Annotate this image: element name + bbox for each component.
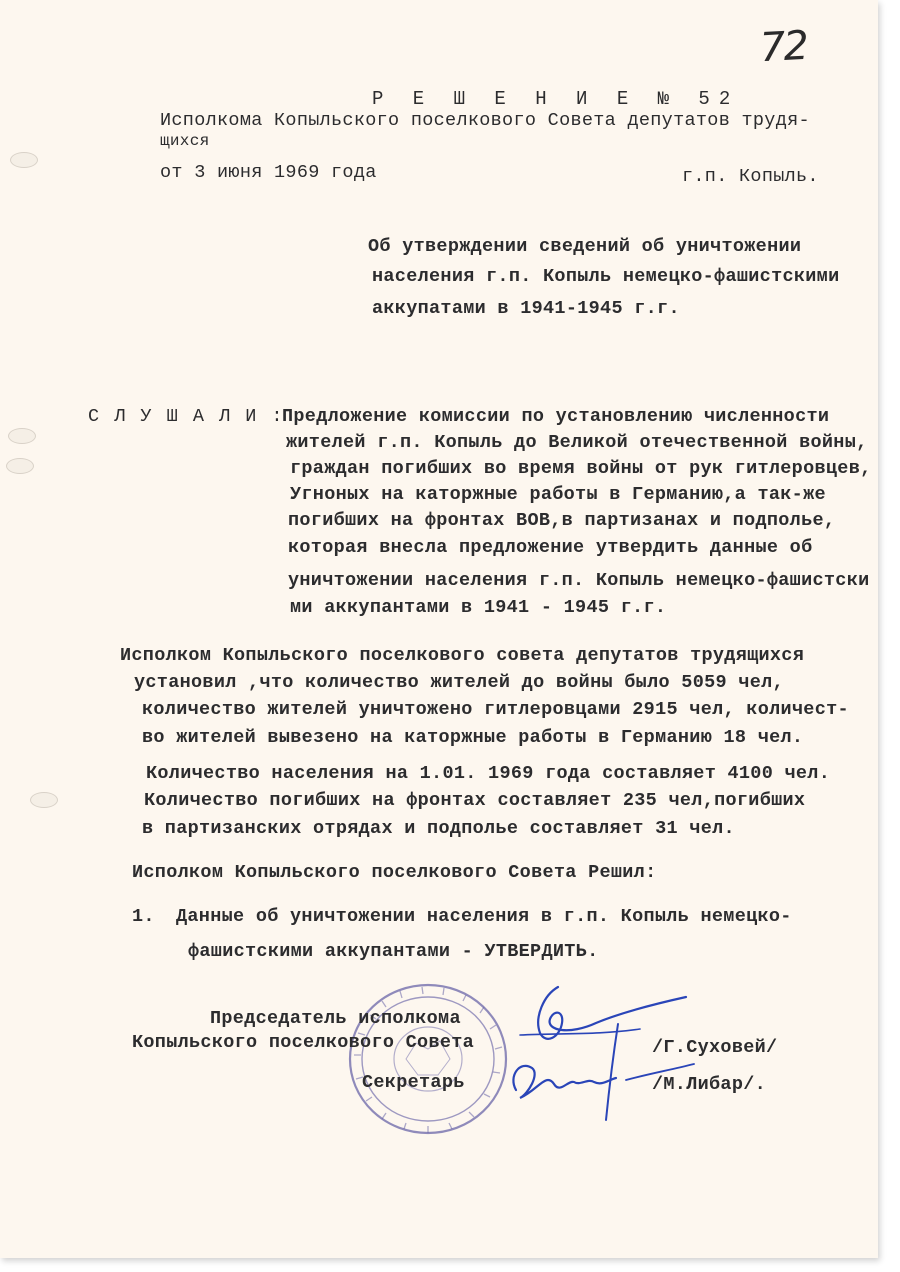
findings-line-1: Исполком Копыльского поселкового совета депутатов трудящихся bbox=[120, 645, 805, 666]
findings-line-2: установил ,что количество жителей до войны было 5059 чел, bbox=[134, 672, 784, 693]
punch-hole-bottom bbox=[30, 792, 58, 808]
heard-line-8: ми аккупантами в 1941 - 1945 г.г. bbox=[290, 597, 667, 618]
heard-line-4: Угноных на каторжные работы в Германию,а так-же bbox=[290, 484, 826, 505]
organization-line-1: Исполкома Копыльского поселкового Совета депутатов трудя- bbox=[160, 110, 810, 131]
findings-line-4: во жителей вывезено на каторжные работы в Германию 18 чел. bbox=[142, 727, 804, 748]
subject-line-1: Об утверждении сведений об уничтожении bbox=[368, 236, 802, 257]
heard-line-3: граждан погибших во время войны от рук гитлеровцев, bbox=[290, 458, 872, 479]
decision-intro: Исполком Копыльского поселкового Совета Решил: bbox=[132, 862, 657, 883]
subject-line-2: населения г.п. Копыль немецко-фашистскими bbox=[372, 266, 840, 287]
document-place: г.п. Копыль. bbox=[682, 166, 819, 187]
findings-line-6: Количество погибших на фронтах составляет 235 чел,погибших bbox=[144, 790, 806, 811]
punch-hole-lower bbox=[6, 458, 34, 474]
chairman-name: /Г.Суховей/ bbox=[652, 1037, 778, 1058]
chairman-title-line-2: Копыльского поселкового Совета bbox=[132, 1032, 475, 1053]
secretary-title: Секретарь bbox=[362, 1072, 465, 1093]
decision-item-line-1: Данные об уничтожении населения в г.п. Копыль немецко- bbox=[176, 906, 792, 927]
heard-label: С Л У Ш А Л И : bbox=[88, 406, 285, 427]
heard-line-1: Предложение комиссии по установлению численности bbox=[282, 406, 830, 427]
secretary-name: /М.Либар/. bbox=[652, 1074, 767, 1095]
findings-line-3: количество жителей уничтожено гитлеровцами 2915 чел, количест- bbox=[142, 699, 849, 720]
punch-hole-top bbox=[10, 152, 38, 168]
heard-line-5: погибших на фронтах ВОВ,в партизанах и подполье, bbox=[288, 510, 836, 531]
organization-line-2: щихся bbox=[160, 132, 210, 150]
round-official-seal bbox=[340, 975, 520, 1145]
heard-line-2: жителей г.п. Копыль до Великой отечественной войны, bbox=[286, 432, 868, 453]
page-number: 72 bbox=[758, 22, 809, 72]
findings-line-5: Количество населения на 1.01. 1969 года составляет 4100 чел. bbox=[146, 763, 831, 784]
document-date: от 3 июня 1969 года bbox=[160, 162, 377, 183]
document-title: Р Е Ш Е Н И Е № 52 bbox=[372, 88, 740, 110]
heard-line-7: уничтожении населения г.п. Копыль немецко-фашистски bbox=[288, 570, 870, 591]
chairman-title-line-1: Председатель исполкома bbox=[210, 1008, 461, 1029]
heard-line-6: которая внесла предложение утвердить данные об bbox=[288, 537, 813, 558]
findings-line-7: в партизанских отрядах и подполье составляет 31 чел. bbox=[142, 818, 735, 839]
decision-item-line-2: фашистскими аккупантами - УТВЕРДИТЬ. bbox=[188, 941, 599, 962]
subject-line-3: аккупатами в 1941-1945 г.г. bbox=[372, 298, 680, 319]
handwritten-signature-secretary bbox=[498, 1020, 698, 1130]
decision-item-number: 1. bbox=[132, 906, 155, 927]
punch-hole-middle bbox=[8, 428, 36, 444]
